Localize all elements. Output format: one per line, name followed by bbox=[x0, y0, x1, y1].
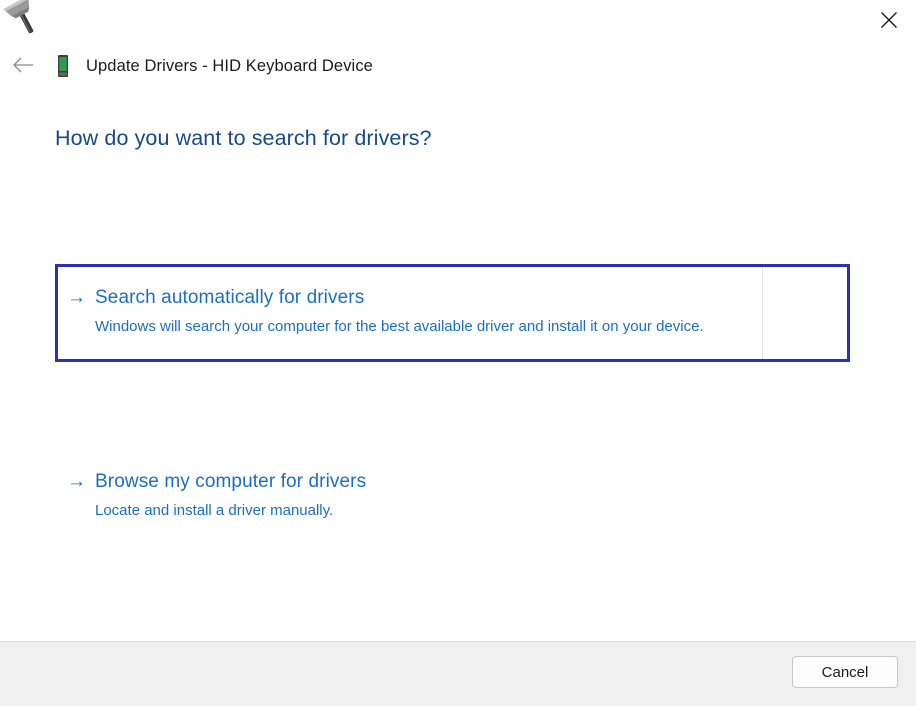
arrow-right-icon: → bbox=[67, 471, 86, 492]
window-title: Update Drivers - HID Keyboard Device bbox=[86, 56, 373, 75]
dialog-body bbox=[0, 96, 916, 641]
title-row bbox=[52, 54, 373, 78]
back-arrow-icon bbox=[12, 56, 34, 74]
dialog-footer bbox=[0, 641, 916, 706]
close-button[interactable] bbox=[862, 0, 916, 40]
keyboard-device-icon bbox=[52, 54, 74, 78]
option-description: Windows will search your computer for the best available driver and install it on your device. bbox=[95, 317, 704, 335]
option-search-automatically[interactable] bbox=[55, 264, 850, 362]
hammer-icon bbox=[2, 0, 50, 46]
arrow-right-icon: → bbox=[67, 287, 86, 308]
title-bar bbox=[0, 0, 916, 96]
option-browse-computer[interactable] bbox=[55, 448, 850, 546]
option-title: Search automatically for drivers bbox=[95, 287, 365, 308]
option-title: Browse my computer for drivers bbox=[95, 471, 367, 492]
page-title: How do you want to search for drivers? bbox=[55, 126, 432, 150]
close-icon bbox=[880, 11, 898, 29]
option-description: Locate and install a driver manually. bbox=[95, 501, 334, 519]
cancel-button[interactable]: Cancel bbox=[792, 656, 898, 688]
option-divider bbox=[762, 267, 763, 359]
back-button[interactable] bbox=[6, 48, 40, 82]
